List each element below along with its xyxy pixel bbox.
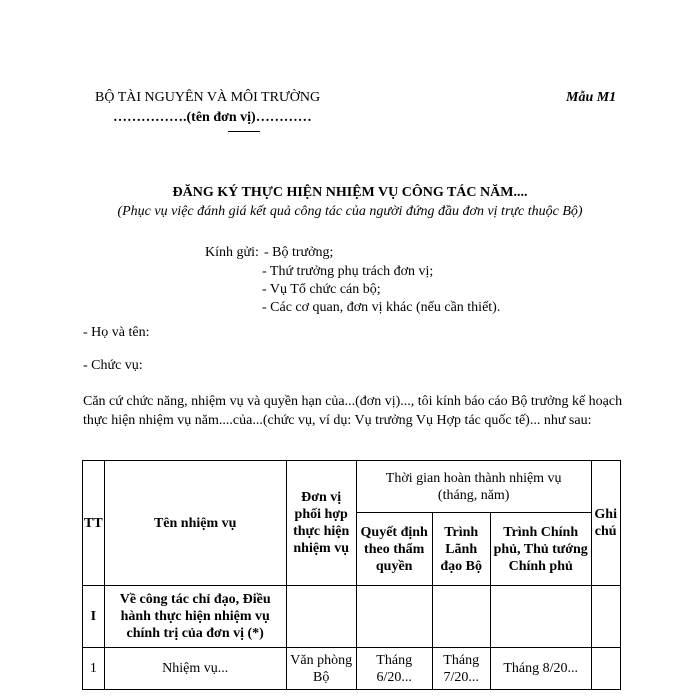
recipient-item: - Các cơ quan, đơn vị khác (nếu cần thiết). <box>262 300 501 315</box>
header-deadline-subtitle: (tháng, năm) <box>437 487 510 503</box>
row-leaders <box>432 586 490 648</box>
recipient-item: - Vụ Tổ chức cán bộ; <box>262 282 381 297</box>
recipient-prefix: Kính gửi: <box>205 245 259 260</box>
header-submit-ministry-leaders: Trình Lãnh đạo Bộ <box>432 513 490 586</box>
document-subtitle: (Phục vụ việc đánh giá kết quả công tác của người đứng đầu đơn vị trực thuộc Bộ) <box>117 204 583 219</box>
row-tt: 1 <box>83 648 105 690</box>
row-government <box>490 586 591 648</box>
row-unit <box>286 586 356 648</box>
recipient-item: - Thứ trưởng phụ trách đơn vị; <box>262 264 434 279</box>
header-tt: TT <box>83 461 105 586</box>
row-decide: Tháng 6/20... <box>356 648 432 690</box>
row-government: Tháng 8/20... <box>490 648 591 690</box>
header-deadline-title: Thời gian hoàn thành nhiệm vụ <box>385 470 562 486</box>
row-decide <box>356 586 432 648</box>
row-task: Nhiệm vụ... <box>104 648 286 690</box>
header-coordinating-unit: Đơn vị phối hợp thực hiện nhiệm vụ <box>286 461 356 586</box>
intro-paragraph: Căn cứ chức năng, nhiệm vụ và quyền hạn của...(đơn vị)..., tôi kính báo cáo Bộ trưởng kế hoạch thực hiện nhiệm vụ năm....của...(chức vụ, ví dụ: Vụ trưởng Vụ Hợp tác quốc tế)... như sau: <box>83 394 623 428</box>
ministry-name: BỘ TÀI NGUYÊN VÀ MÔI TRƯỜNG <box>95 90 321 105</box>
unit-underline <box>228 131 260 132</box>
header-submit-government: Trình Chính phủ, Thủ tướng Chính phủ <box>490 513 591 586</box>
row-notes <box>591 648 620 690</box>
unit-name: …………….(tên đơn vị)………… <box>113 110 312 125</box>
row-leaders: Tháng 7/20... <box>432 648 490 690</box>
row-notes <box>591 586 620 648</box>
recipient-item: - Bộ trưởng; <box>264 245 334 260</box>
document-title: ĐĂNG KÝ THỰC HIỆN NHIỆM VỤ CÔNG TÁC NĂM.... <box>172 185 528 200</box>
header-deadline-group <box>356 461 591 513</box>
header-decide-by-authority: Quyết định theo thẩm quyền <box>356 513 432 586</box>
row-tt: I <box>83 586 105 648</box>
position-field: - Chức vụ: <box>83 358 143 373</box>
table-row <box>83 648 621 690</box>
table-row <box>83 586 621 648</box>
name-field: - Họ và tên: <box>83 325 150 340</box>
form-code: Mẫu M1 <box>566 90 617 105</box>
row-unit: Văn phòng Bộ <box>286 648 356 690</box>
header-task-name: Tên nhiệm vụ <box>104 461 286 586</box>
task-registration-table <box>82 460 621 690</box>
row-task: Về công tác chỉ đạo, Điều hành thực hiện nhiệm vụ chính trị của đơn vị (*) <box>104 586 286 648</box>
header-notes: Ghi chú <box>591 461 620 586</box>
